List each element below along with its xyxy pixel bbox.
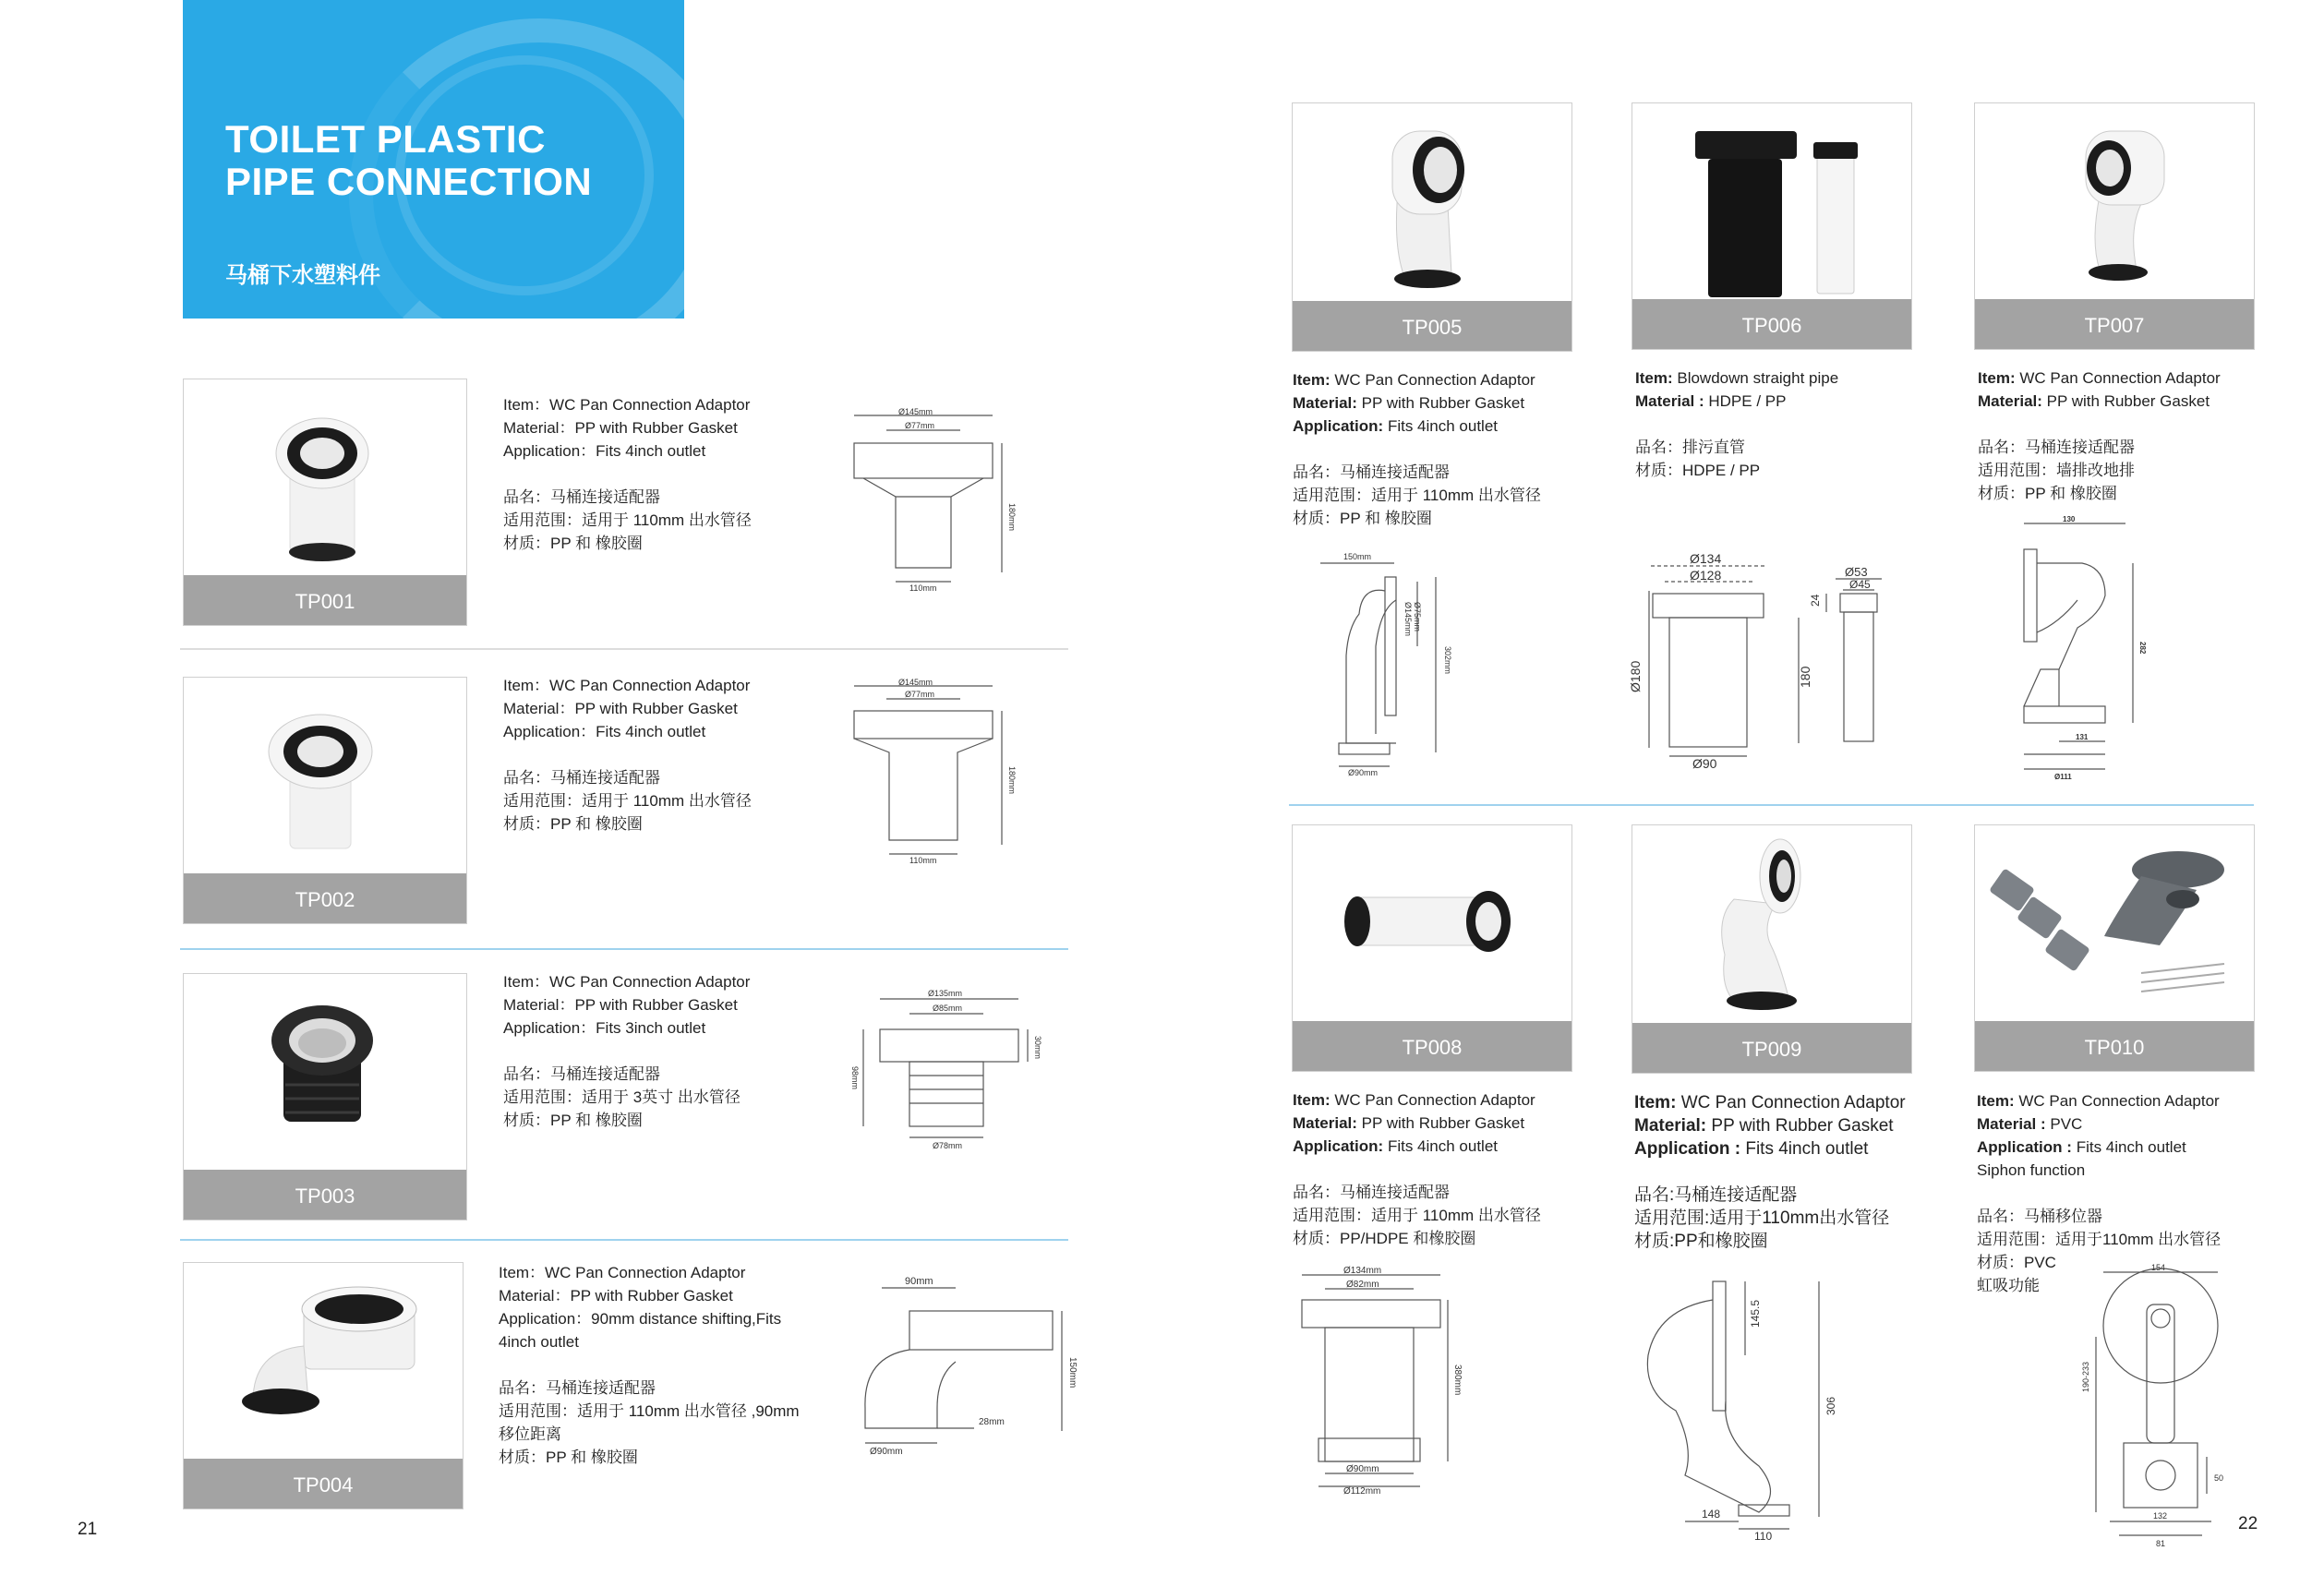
spec-cn-range-cont: 移位距离: [499, 1425, 561, 1443]
spec-cn-material: 材质：HDPE / PP: [1635, 462, 1761, 479]
product-card-tp004[interactable]: [183, 1262, 464, 1509]
tech-drawing-tp007: [2004, 512, 2207, 780]
product-card-tp008[interactable]: [1292, 824, 1572, 1072]
spec-application: Fits 4inch outlet: [1745, 1139, 1869, 1159]
tech-drawing-tp004: [845, 1269, 1078, 1463]
spec-application-cont: Siphon function: [1977, 1161, 2086, 1179]
product-code: TP008: [1293, 1021, 1571, 1071]
spec-cn-material: 材质：PP 和 橡胶圈: [499, 1449, 638, 1466]
product-card-tp006[interactable]: [1632, 102, 1912, 350]
spec-block-tp001: [503, 393, 752, 555]
dim-label: Ø145mm: [898, 678, 933, 687]
spec-cn-material: 材质：PP 和 橡胶圈: [503, 815, 643, 833]
spec-application: Application：Fits 4inch outlet: [503, 442, 706, 460]
tech-drawing-tp008: [1293, 1263, 1477, 1497]
product-code: TP004: [184, 1459, 463, 1509]
spec-cn-range: 适用范围:适用于110mm出水管径: [1634, 1208, 1890, 1228]
product-photo-tp001: [184, 379, 466, 575]
product-code: TP009: [1632, 1023, 1911, 1073]
spec-item: Item：WC Pan Connection Adaptor: [503, 973, 751, 991]
product-photo-tp010: [1975, 825, 2254, 1021]
spec-block-tp004: [499, 1261, 800, 1469]
spec-material: Material：PP with Rubber Gasket: [503, 419, 738, 437]
spec-item-key: Item:: [1634, 1093, 1677, 1112]
product-code: TP010: [1975, 1021, 2254, 1071]
dim-label: Ø82mm: [1346, 1280, 1379, 1290]
tech-drawing-tp009: [1620, 1263, 1860, 1543]
dim-label: 131: [2076, 733, 2089, 741]
spec-cn-range: 适用范围：适用于110mm 出水管径: [1977, 1231, 2222, 1248]
dim-label: Ø85mm: [933, 1004, 963, 1013]
product-code: TP006: [1632, 299, 1911, 349]
dim-label: Ø128: [1690, 568, 1722, 583]
page-number-left: 21: [78, 1520, 98, 1539]
spec-block-tp009: [1634, 1091, 1906, 1253]
spec-cn-name: 品名：马桶连接适配器: [1293, 1184, 1450, 1201]
product-card-tp002[interactable]: [183, 677, 467, 924]
dim-label: Ø78mm: [933, 1141, 963, 1150]
dim-label: 50: [2214, 1473, 2224, 1483]
spec-cn-material: 材质：PP 和 橡胶圈: [503, 1112, 643, 1129]
tech-drawing-tp003: [845, 988, 1057, 1154]
spec-item: WC Pan Connection Adaptor: [1334, 1091, 1535, 1109]
dim-label: Ø145mm: [898, 407, 933, 416]
spec-item: Item：WC Pan Connection Adaptor: [503, 396, 751, 414]
spec-item-key: Item:: [1635, 369, 1673, 387]
dim-label: 110: [1754, 1530, 1773, 1543]
product-photo-tp005: [1293, 103, 1571, 301]
dim-label: 81: [2156, 1539, 2166, 1548]
dim-label: 180mm: [1007, 766, 1017, 795]
dim-label: 90mm: [905, 1276, 933, 1287]
dim-label: 282: [2138, 642, 2147, 655]
tech-drawing-tp002: [845, 679, 1048, 872]
spec-cn-range: 适用范围：适用于 110mm 出水管径: [503, 511, 752, 529]
spec-material-key: Material:: [1634, 1116, 1707, 1136]
spec-block-tp003: [503, 970, 750, 1132]
spec-cn-material: 材质：PP 和 橡胶圈: [1293, 510, 1432, 527]
spec-item: WC Pan Connection Adaptor: [1334, 371, 1535, 389]
banner-title: TOILET PLASTIC PIPE CONNECTION: [225, 117, 593, 203]
spec-material-key: Material:: [1978, 392, 2042, 410]
divider: [1289, 804, 2254, 806]
spec-material-key: Material:: [1293, 394, 1357, 412]
product-code: TP007: [1975, 299, 2254, 349]
spec-block-tp002: [503, 674, 752, 836]
dim-label: Ø134mm: [1343, 1266, 1382, 1276]
dim-label: Ø90: [1692, 756, 1717, 771]
dim-label: 110mm: [909, 583, 937, 593]
spec-material-key: Material :: [1635, 392, 1704, 410]
dim-label: Ø145mm: [1403, 602, 1413, 637]
spec-application-key: Application:: [1293, 417, 1384, 435]
spec-cn-name: 品名:马桶连接适配器: [1634, 1185, 1798, 1205]
spec-application: Application：Fits 4inch outlet: [503, 723, 706, 740]
product-photo-tp003: [184, 974, 466, 1170]
dim-label: Ø90mm: [1346, 1464, 1379, 1474]
dim-label: 190-233: [2081, 1361, 2090, 1392]
product-code: TP001: [184, 575, 466, 625]
spec-material: PVC: [2050, 1115, 2083, 1133]
dim-label: Ø111: [2054, 773, 2072, 781]
spec-cn-name: 品名：马桶移位器: [1977, 1208, 2102, 1225]
dim-label: Ø45: [1849, 578, 1871, 591]
product-code: TP003: [184, 1170, 466, 1220]
product-card-tp007[interactable]: [1974, 102, 2255, 350]
banner-subtitle: 马桶下水塑料件: [225, 263, 380, 288]
dim-label: 24: [1809, 594, 1822, 607]
spec-cn-name: 品名：马桶连接适配器: [503, 769, 660, 787]
spec-material: PP with Rubber Gasket: [1361, 394, 1525, 412]
spec-item-key: Item:: [1293, 1091, 1331, 1109]
spec-cn-name: 品名：马桶连接适配器: [499, 1379, 656, 1397]
dim-label: Ø180: [1628, 660, 1643, 692]
dim-label: Ø134: [1690, 551, 1722, 566]
spec-application-key: Application :: [1977, 1138, 2072, 1156]
spec-item: WC Pan Connection Adaptor: [2019, 369, 2221, 387]
spec-application: Application：90mm distance shifting,Fits: [499, 1310, 782, 1328]
dim-label: 150mm: [1343, 552, 1372, 561]
spec-cn-extra: 虹吸功能: [1977, 1277, 2040, 1294]
dim-label: 180: [1798, 666, 1812, 688]
product-photo-tp009: [1632, 825, 1911, 1023]
spec-cn-range: 适用范围：适用于 3英寸 出水管径: [503, 1088, 741, 1106]
spec-cn-name: 品名：马桶连接适配器: [1978, 439, 2135, 456]
dim-label: 306: [1824, 1396, 1837, 1415]
spec-application-key: Application :: [1634, 1139, 1741, 1159]
dim-label: 130: [2063, 515, 2076, 523]
divider: [180, 648, 1068, 650]
dim-label: 150mm: [1067, 1357, 1078, 1389]
spec-block-tp005: [1293, 368, 1541, 530]
spec-cn-material: 材质：PP/HDPE 和橡胶圈: [1293, 1230, 1476, 1247]
dim-label: Ø77mm: [905, 421, 935, 430]
spec-cn-material: 材质：PVC: [1977, 1254, 2056, 1271]
spec-cn-material: 材质:PP和橡胶圈: [1634, 1232, 1768, 1251]
spec-item: Item：WC Pan Connection Adaptor: [503, 677, 751, 694]
spec-application-cont: 4inch outlet: [499, 1333, 579, 1351]
spec-block-tp006: [1635, 367, 1838, 482]
spec-material: Material：PP with Rubber Gasket: [499, 1287, 733, 1304]
spec-material-key: Material :: [1977, 1115, 2046, 1133]
spec-application: Application：Fits 3inch outlet: [503, 1019, 706, 1037]
product-card-tp001[interactable]: [183, 379, 467, 626]
spec-cn-range: 适用范围：墙排改地排: [1978, 462, 2135, 479]
product-card-tp010[interactable]: [1974, 824, 2255, 1072]
tech-drawing-tp005: [1311, 545, 1468, 775]
spec-block-tp007: [1978, 367, 2221, 505]
divider: [180, 948, 1068, 950]
spec-cn-range: 适用范围：适用于 110mm 出水管径 ,90mm: [499, 1402, 800, 1420]
product-code: TP005: [1293, 301, 1571, 351]
spec-cn-name: 品名：马桶连接适配器: [503, 1065, 660, 1083]
spec-item: Blowdown straight pipe: [1677, 369, 1839, 387]
spec-cn-range: 适用范围：适用于 110mm 出水管径: [503, 792, 752, 810]
dim-label: Ø53: [1845, 565, 1868, 579]
dim-label: 380mm: [1452, 1365, 1463, 1396]
dim-label: 132: [2153, 1511, 2168, 1521]
spec-application: Fits 4inch outlet: [1387, 417, 1499, 435]
product-photo-tp008: [1293, 825, 1571, 1021]
product-card-tp005[interactable]: [1292, 102, 1572, 352]
product-photo-tp007: [1975, 103, 2254, 299]
spec-cn-name: 品名：排污直管: [1635, 439, 1745, 456]
spec-item: WC Pan Connection Adaptor: [2018, 1092, 2220, 1110]
spec-item: WC Pan Connection Adaptor: [1680, 1093, 1906, 1112]
spec-cn-name: 品名：马桶连接适配器: [503, 488, 660, 506]
product-photo-tp002: [184, 678, 466, 873]
dim-label: Ø90mm: [1348, 768, 1379, 777]
spec-block-tp008: [1293, 1088, 1541, 1250]
dim-label: 154: [2151, 1263, 2166, 1272]
spec-item-key: Item:: [1293, 371, 1331, 389]
dim-label: 110mm: [909, 856, 937, 865]
spec-application: Fits 4inch outlet: [1387, 1137, 1499, 1155]
dim-label: 302mm: [1443, 646, 1452, 675]
tech-drawing-tp006: [1614, 531, 1891, 771]
spec-material: PP with Rubber Gasket: [2046, 392, 2210, 410]
spec-application: Fits 4inch outlet: [2076, 1138, 2186, 1156]
spec-material: Material：PP with Rubber Gasket: [503, 996, 738, 1014]
dim-label: Ø112mm: [1343, 1486, 1381, 1497]
spec-material: PP with Rubber Gasket: [1711, 1116, 1894, 1136]
dim-label: Ø135mm: [928, 989, 963, 998]
spec-cn-name: 品名：马桶连接适配器: [1293, 463, 1450, 481]
dim-label: Ø75mm: [1413, 602, 1422, 632]
dim-label: 28mm: [979, 1417, 1005, 1427]
dim-label: Ø77mm: [905, 690, 935, 699]
page-number-right: 22: [2238, 1514, 2258, 1533]
spec-material: Material：PP with Rubber Gasket: [503, 700, 738, 717]
dim-label: 145.5: [1749, 1299, 1762, 1328]
dim-label: 30mm: [1033, 1036, 1042, 1060]
spec-material: HDPE / PP: [1708, 392, 1787, 410]
dim-label: 148: [1702, 1508, 1721, 1521]
divider: [180, 1239, 1068, 1241]
spec-item-key: Item:: [1978, 369, 2016, 387]
product-photo-tp004: [184, 1263, 463, 1459]
product-photo-tp006: [1632, 103, 1911, 299]
spec-cn-material: 材质：PP 和 橡胶圈: [1978, 485, 2117, 502]
dim-label: Ø90mm: [870, 1447, 903, 1457]
spec-item: Item：WC Pan Connection Adaptor: [499, 1264, 746, 1281]
spec-application-key: Application:: [1293, 1137, 1384, 1155]
tech-drawing-tp010: [2068, 1263, 2271, 1549]
spec-material: PP with Rubber Gasket: [1361, 1114, 1525, 1132]
spec-item-key: Item:: [1977, 1092, 2015, 1110]
spec-cn-range: 适用范围：适用于 110mm 出水管径: [1293, 487, 1541, 504]
product-card-tp003[interactable]: [183, 973, 467, 1220]
spec-cn-material: 材质：PP 和 橡胶圈: [503, 535, 643, 552]
spec-cn-range: 适用范围：适用于 110mm 出水管径: [1293, 1207, 1541, 1224]
dim-label: 180mm: [1007, 503, 1017, 532]
product-code: TP002: [184, 873, 466, 923]
spec-material-key: Material:: [1293, 1114, 1357, 1132]
tech-drawing-tp001: [845, 406, 1048, 600]
title-banner: [183, 0, 684, 319]
dim-label: 98mm: [850, 1066, 860, 1090]
product-card-tp009[interactable]: [1632, 824, 1912, 1074]
